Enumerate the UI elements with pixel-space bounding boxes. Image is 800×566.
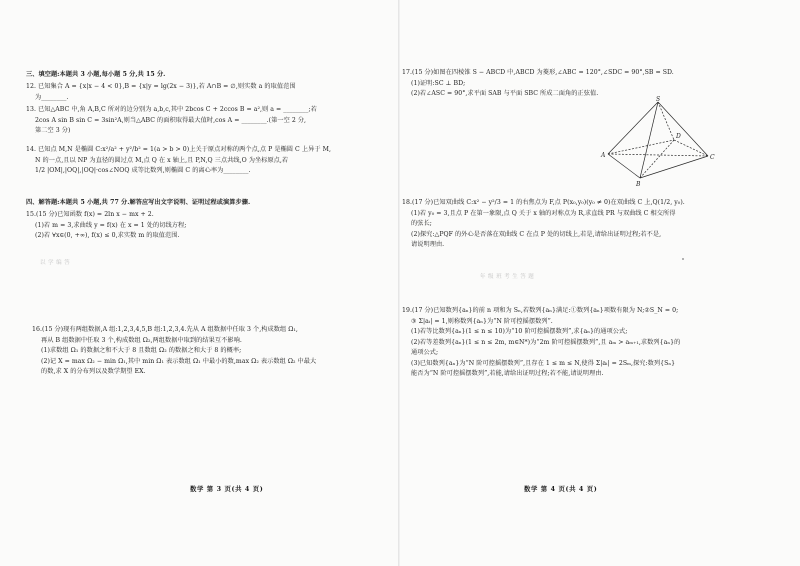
exam-page-4 [400,0,800,566]
q17-part-2: (2)若∠ASC = 90°,求平面 SAB 与平面 SBC 所成二面角的正弦值. [411,90,599,97]
q18-part-1: (1)若 y₀ = 3,且点 P 在第一象限,点 Q 关于 x 轴的对称点为 R,求直线 PR 与双曲线 C 相交所得 [411,209,676,217]
q16-line-1: 16.(15 分)现有两组数据,A 组:1,2,3,4,5,B 组:1,2,3,4.先从 A 组数据中任取 3 个,构成数组 Ω₁, [32,326,298,333]
question-15 [26,210,186,242]
exam-page-3 [0,0,398,566]
q19-part-3-cont: 能否为“N 阶可控摇摆数列”,若能,请给出证明过程;若不能,请说明理由. [411,370,604,377]
q18-part-1-cont: 的弦长; [411,220,432,227]
q15-stem: 15.(15 分)已知函数 f(x) = 2ln x − mx + 2. [26,211,154,218]
q19-stem: 19.(17 分)已知数列{aₙ}的前 n 项和为 Sₙ,若数列{aₙ}满足:①数列{aₙ}项数有限为 N;②S_N = 0; [402,307,679,314]
page-footer: 数学 第 3 页(共 4 页) [190,485,264,493]
vertex-label-s: S [656,96,661,103]
faded-stamp-text: 以 学 编 答 [40,260,71,266]
question-19 [402,306,680,380]
q18-part-2: (2)探究:△PQF 的外心是否落在双曲线 C 在点 P 处的切线上,若是,请给出证明过程;若不是, [411,230,662,238]
page-footer: 数学 第 4 页(共 4 页) [524,485,598,493]
question-12 [26,82,296,103]
question-14 [26,145,331,177]
q17-part-1: (1)证明:SC ⊥ BD; [411,79,466,87]
q14-line-3: 1/2 |OM|,|OQ|,|OQ|·cos∠NOQ 成等比数列,则椭圆 C 的离心率为________. [35,167,251,174]
vertex-label-c: C [710,154,715,161]
vertex-label-b: B [636,181,641,188]
q14-line-2: N 的一点,且以 NP 为直径的圆过点 M,点 Q 在 x 轴上,且 P,N,Q 三点共线,O 为坐标原点,若 [35,156,289,164]
q13-line-2: 2cos A sin B sin C = 3sin²A,则当△ABC 的面积取得最大值时,cos A = ________.(第一空 2 分, [35,116,307,124]
question-18 [402,198,685,251]
question-17 [402,68,674,100]
q15-part-2: (2)若 ∀x∈(0, +∞), f(x) ≤ 0,求实数 m 的取值范围. [35,232,180,239]
vertex-label-d: D [676,133,681,140]
q13-line-3: 第二空 3 分) [35,127,71,134]
q12-line-2: 为________. [35,93,69,101]
q19-stem-cont: ③ Σ|aᵢ| = 1,则称数列{aₙ}为“N 阶可控摇摆数列”. [411,317,553,325]
q16-line-2: 再从 B 组数据中任取 3 个,构成数组 Ω₂,两组数据中取到的结果互不影响. [41,336,242,344]
q14-line-1: 14. 已知点 M,N 是椭圆 C:x²/a² + y²/b² = 1(a > b > 0)上关于原点对称的两个点,点 P 是椭圆 C 上异于 M, [26,146,331,153]
q19-part-2: (2)若等差数列{aₙ}(1 ≤ n ≤ 2m, m∈N*)为“2m 阶可控摇摆数列”,且 aₘ > aₘ₊₁,求数列{aₙ}的 [411,338,681,346]
q19-part-3: (3)已知数列{aₙ}为“N 阶可控摇摆数列”,且存在 1 ≤ m ≤ N,使得 Σ|aᵢ| = 2Sₘ,探究:数列{Sₙ} [411,359,676,367]
scan-speck [682,258,684,260]
q16-part-2: (2)记 X = max Ω₂ − min Ω₁,其中 min Ω₁ 表示数组 Ω₁ 中最小的数,max Ω₂ 表示数组 Ω₂ 中最大 [41,357,317,365]
q18-part-2-cont: 请说明理由. [411,241,445,248]
answer-section-heading: 四、解答题:本题共 5 小题,共 77 分.解答应写出文字说明、证明过程或演算步骤. [26,199,251,206]
pyramid-figure [600,96,716,188]
q15-part-1: (1)若 m = 3,求曲线 y = f(x) 在 x = 1 处的切线方程; [35,221,187,229]
q16-part-2-cont: 的数,求 X 的分布列以及数学期望 EX. [41,368,146,375]
vertex-label-a: A [601,152,606,159]
q18-stem: 18.(17 分)已知双曲线 C:x² − y²/3 = 1 的右焦点为 F,点 P(x₀,y₀)(y₀ ≠ 0)在双曲线 C 上,Q(1/2, y₀). [402,199,685,206]
question-13 [26,105,317,137]
q16-part-1: (1)求数组 Ω₁ 的数据之和不大于 8 且数组 Ω₂ 的数据之和大于 8 的概率; [41,347,242,354]
faded-stamp-text: 年 级 班 考 生 答 题 [480,274,535,280]
q19-part-2-cont: 通项公式; [411,349,439,356]
q12-line-1: 12. 已知集合 A = {x|x − 4 < 0},B = {x|y = lg(2x − 3)},若 A∩B = ∅,则实数 a 的取值范围 [26,83,296,90]
q13-line-1: 13. 已知△ABC 中,角 A,B,C 所对的边分别为 a,b,c,其中 2bcos C + 2ccos B = a²,则 a = ________;若 [26,106,317,113]
fill-in-section-heading: 三、填空题:本题共 3 小题,每小题 5 分,共 15 分. [26,71,166,78]
q17-stem: 17.(15 分)如图在四棱锥 S − ABCD 中,ABCD 为菱形,∠ABC = 120°,∠SDC = 90°,SB = SD. [402,69,674,76]
question-16 [32,325,316,378]
q19-part-1: (1)若等比数列{aₙ}(1 ≤ n ≤ 10)为“10 阶可控摇摆数列”,求{aₙ}的通项公式; [411,328,628,335]
